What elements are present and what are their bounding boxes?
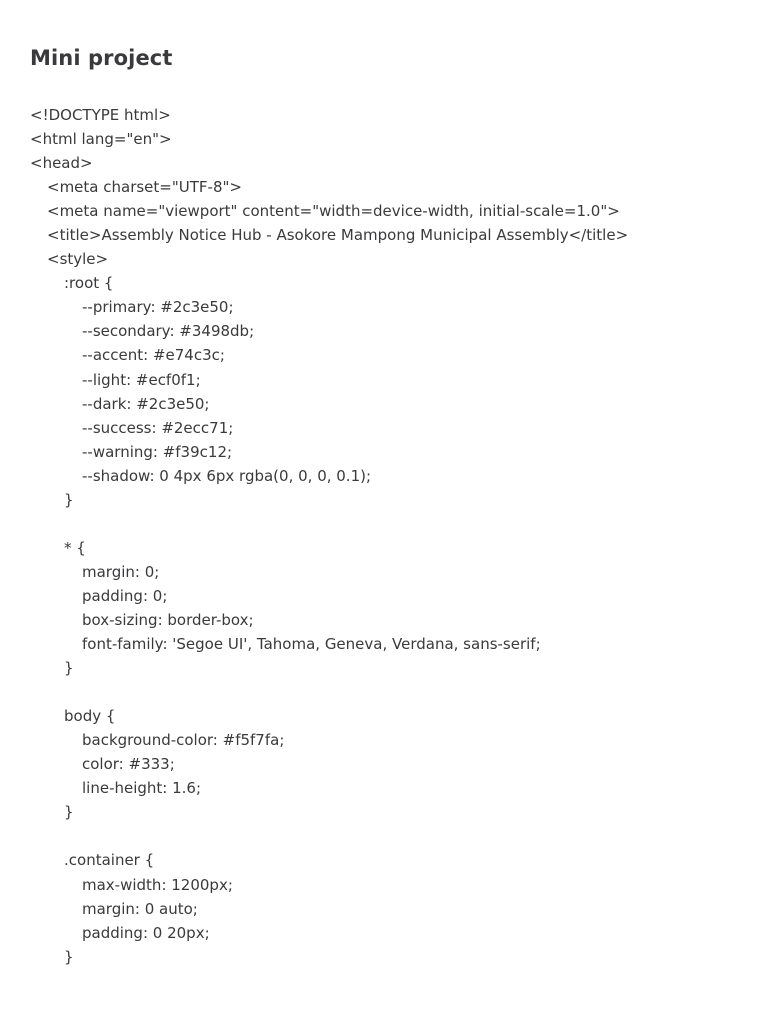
note-line: padding: 0 20px; [82,923,210,942]
note-line: <style> [47,250,109,269]
note-line: } [64,947,74,966]
note-blank-line [30,824,750,848]
note-line: <head> [30,154,93,173]
note-line: --secondary: #3498db; [82,322,255,341]
note-line: --success: #2ecc71; [82,418,234,437]
note-line: padding: 0; [82,586,168,605]
note-line: <meta charset="UTF-8"> [47,178,242,197]
note-line: <html lang="en"> [30,130,172,149]
note-body[interactable] [30,103,750,969]
note-title[interactable]: Mini project [30,46,173,70]
note-blank-line [30,680,750,704]
note-line: <meta name="viewport" content="width=device-width, initial-scale=1.0"> [47,202,620,221]
note-line: margin: 0 auto; [82,899,198,918]
note-line: * { [64,538,86,557]
note-line: .container { [64,851,155,870]
note-line: } [64,490,74,509]
note-line: background-color: #f5f7fa; [82,731,285,750]
note-line: max-width: 1200px; [82,875,233,894]
note-line: --shadow: 0 4px 6px rgba(0, 0, 0, 0.1); [82,466,372,485]
note-line: box-sizing: border-box; [82,610,254,629]
note-line: line-height: 1.6; [82,779,202,798]
note-line: } [64,659,74,678]
note-line: margin: 0; [82,562,160,581]
note-line: --primary: #2c3e50; [82,298,234,317]
note-line: <title>Assembly Notice Hub - Asokore Mampong Municipal Assembly</title> [47,226,629,245]
note-line: :root { [64,274,114,293]
note-line: } [64,803,74,822]
note-line: body { [64,707,116,726]
note-line: font-family: 'Segoe UI', Tahoma, Geneva, Verdana, sans-serif; [82,635,541,654]
note-blank-line [30,512,750,536]
note-line: <!DOCTYPE html> [30,106,171,124]
note-line: --dark: #2c3e50; [82,394,210,413]
note-line: color: #333; [82,755,175,774]
note-line: --accent: #e74c3c; [82,346,225,365]
note-line: --warning: #f39c12; [82,442,233,461]
note-line: --light: #ecf0f1; [82,370,201,389]
